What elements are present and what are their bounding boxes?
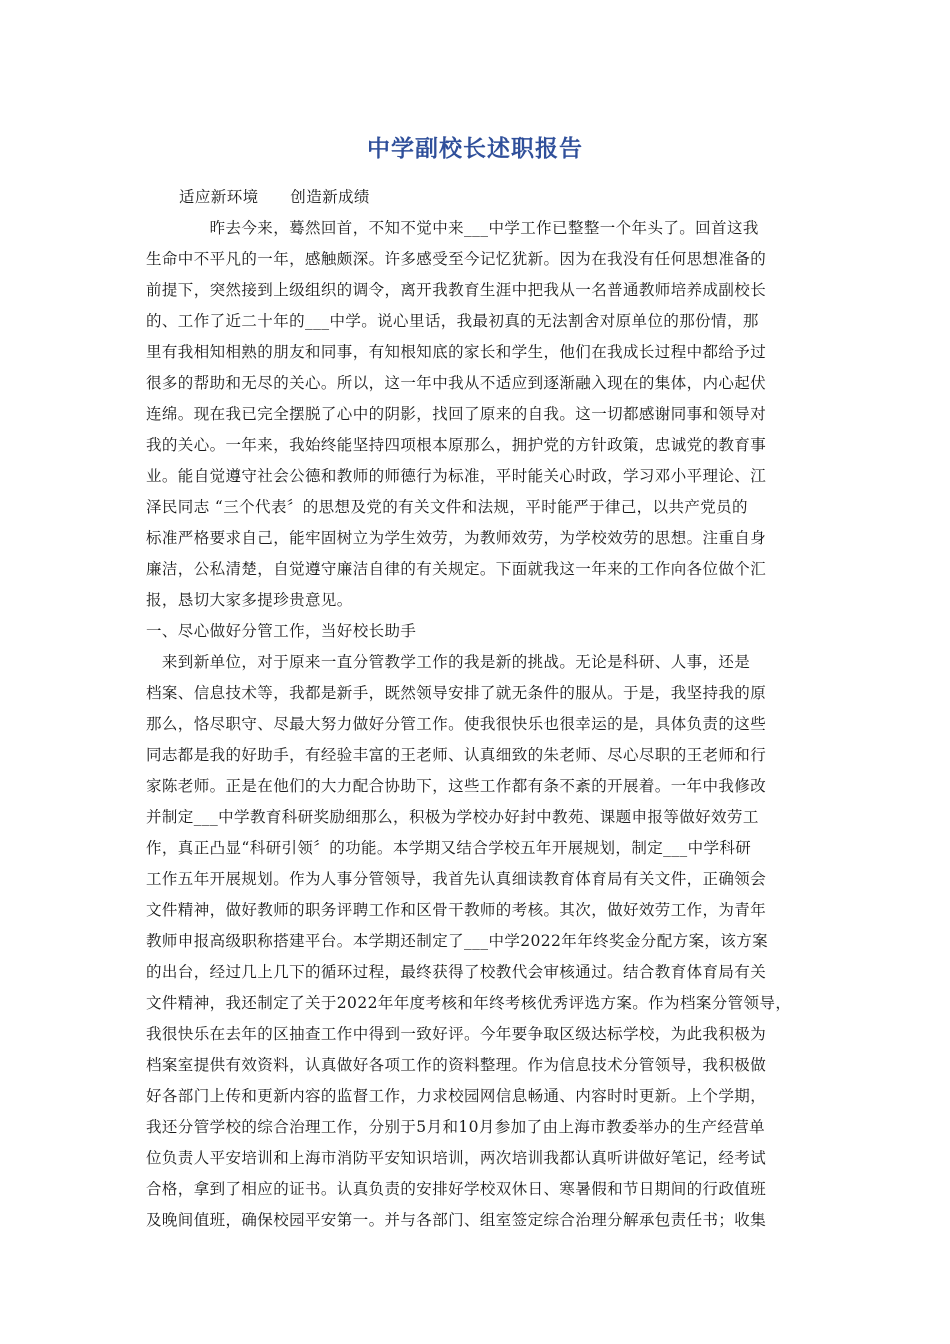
paragraph-line: 并制定___中学教育科研奖励细那么，积极为学校办好封中教苑、课题申报等做好效劳工 (146, 808, 759, 826)
paragraph-line: 档案、信息技术等，我都是新手，既然领导安排了就无条件的服从。于是，我坚持我的原 (146, 684, 767, 702)
paragraph-line: 好各部门上传和更新内容的监督工作，力求校园网信息畅通、内容时时更新。上个学期， (146, 1087, 767, 1105)
paragraph-line: 我的关心。一年来，我始终能坚持四项根本原那么，拥护党的方针政策，忠诚党的教育事 (146, 436, 767, 454)
paragraph-line: 的出台，经过几上几下的循环过程，最终获得了校教代会审核通过。结合教育体育局有关 (146, 963, 767, 981)
paragraph-line: 文件精神，我还制定了关于2022年年度考核和年终考核优秀评选方案。作为档案分管领导， (146, 994, 792, 1012)
paragraph-line: 合格，拿到了相应的证书。认真负责的安排好学校双休日、寒暑假和节日期间的行政值班 (146, 1180, 767, 1198)
paragraph-line: 泽民同志 “三个代表〞的思想及党的有关文件和法规，平时能严于律己，以共产党员的 (146, 498, 748, 516)
paragraph-line: 前提下，突然接到上级组织的调令，离开我教育生涯中把我从一名普通教师培养成副校长 (146, 281, 767, 299)
paragraph-line: 作，真正凸显“科研引领〞的功能。本学期又结合学校五年开展规划，制定___中学科研 (146, 839, 752, 857)
paragraph-line: 连绵。现在我已完全摆脱了心中的阴影，找回了原来的自我。这一切都感谢同事和领导对 (146, 405, 767, 423)
paragraph-line: 的、工作了近二十年的___中学。说心里话，我最初真的无法割舍对原单位的那份情，那 (146, 312, 759, 330)
paragraph-line: 文件精神，做好教师的职务评聘工作和区骨干教师的考核。其次，做好效劳工作，为青年 (146, 901, 767, 919)
paragraph-line: 工作五年开展规划。作为人事分管领导，我首先认真细读教育体育局有关文件，正确领会 (146, 870, 767, 888)
document-title: 中学副校长述职报告 (367, 136, 583, 162)
paragraph-line: 位负责人平安培训和上海市消防平安知识培训，两次培训我都认真听讲做好笔记，经考试 (146, 1149, 767, 1167)
paragraph-line: 很多的帮助和无尽的关心。所以，这一年中我从不适应到逐渐融入现在的集体，内心起伏 (146, 374, 767, 392)
paragraph-line: 廉洁，公私清楚，自觉遵守廉洁自律的有关规定。下面就我这一年来的工作向各位做个汇 (146, 560, 767, 578)
paragraph-line: 档案室提供有效资料，认真做好各项工作的资料整理。作为信息技术分管领导，我积极做 (146, 1056, 767, 1074)
paragraph-line: 报，恳切大家多提珍贵意见。 (146, 591, 353, 609)
paragraph-line: 昨去今来，蓦然回首，不知不觉中来___中学工作已整整一个年头了。回首这我 (146, 219, 759, 237)
paragraph-line: 里有我相知相熟的朋友和同事，有知根知底的家长和学生，他们在我成长过程中都给予过 (146, 343, 767, 361)
paragraph-line: 业。能自觉遵守社会公德和教师的师德行为标准，平时能关心时政，学习邓小平理论、江 (146, 467, 767, 485)
paragraph-line: 来到新单位，对于原来一直分管教学工作的我是新的挑战。无论是科研、人事，还是 (146, 653, 751, 671)
paragraph-line: 我还分管学校的综合治理工作，分别于5月和10月参加了由上海市教委举办的生产经营单 (146, 1118, 766, 1136)
section-heading: 一、尽心做好分管工作，当好校长助手 (146, 622, 417, 640)
paragraph-line: 同志都是我的好助手，有经验丰富的王老师、认真细致的朱老师、尽心尽职的王老师和行 (146, 746, 767, 764)
paragraph-line: 那么，恪尽职守、尽最大努力做好分管工作。使我很快乐也很幸运的是，具体负责的这些 (146, 715, 767, 733)
paragraph-line: 家陈老师。正是在他们的大力配合协助下，这些工作都有条不紊的开展着。一年中我修改 (146, 777, 767, 795)
paragraph-line: 及晚间值班，确保校园平安第一。并与各部门、组室签定综合治理分解承包责任书；收集 (146, 1211, 767, 1229)
subtitle: 适应新环境 创造新成绩 (179, 188, 370, 206)
paragraph-line: 我很快乐在去年的区抽查工作中得到一致好评。今年要争取区级达标学校，为此我积极为 (146, 1025, 767, 1043)
paragraph-line: 标准严格要求自己，能牢固树立为学生效劳，为教师效劳，为学校效劳的思想。注重自身 (146, 529, 767, 547)
paragraph-line: 教师申报高级职称搭建平台。本学期还制定了___中学2022年年终奖金分配方案，该方案 (146, 932, 768, 950)
paragraph-line: 生命中不平凡的一年，感触颇深。许多感受至今记忆犹新。因为在我没有任何思想准备的 (146, 250, 767, 268)
